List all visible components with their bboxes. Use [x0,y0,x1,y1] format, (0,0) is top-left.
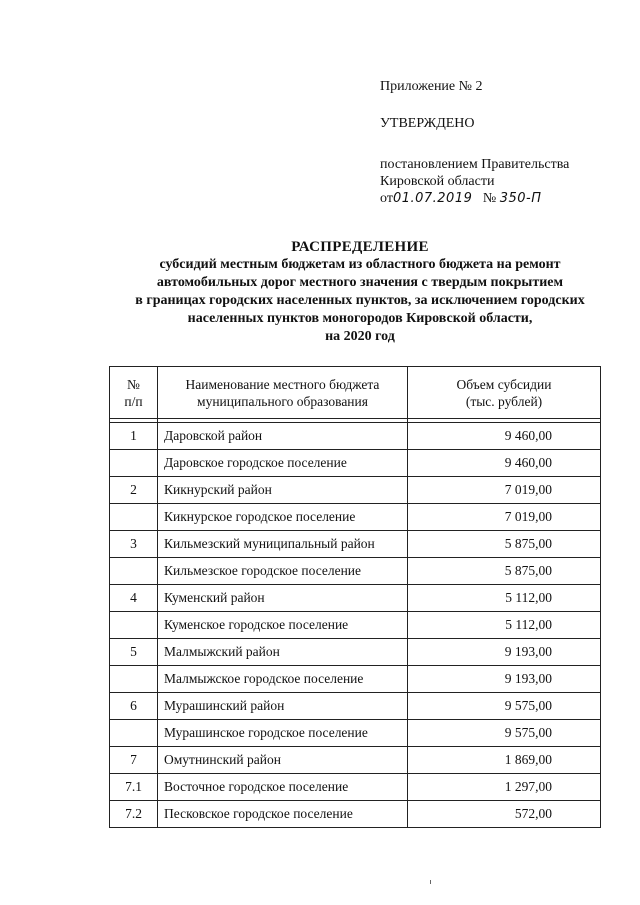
row-num: 7.2 [110,801,158,828]
table-body [110,423,601,828]
decree-number: 350-П [499,191,542,206]
row-name: Кильмезское городское поселение [158,558,408,585]
row-amount: 7 019,00 [408,504,601,531]
row-num: 2 [110,477,158,504]
table-row [110,477,601,504]
appendix-label: Приложение № 2 [380,79,483,94]
row-amount: 9 193,00 [408,666,601,693]
row-name: Песковское городское поселение [158,801,408,828]
row-amount: 1 869,00 [408,747,601,774]
row-name: Куменское городское поселение [158,612,408,639]
date-prefix: от [380,191,393,206]
document-title [110,238,610,346]
row-amount: 5 112,00 [408,612,601,639]
title-line-2: автомобильных дорог местного значения с твердым покрытием [156,275,564,290]
header-amount-line-2: (тыс. рублей) [465,393,543,409]
row-num [110,612,158,639]
row-name: Омутнинский район [158,747,408,774]
title-line-1: субсидий местным бюджетам из областного бюджета на ремонт [159,257,561,272]
row-name: Даровской район [158,423,408,450]
row-amount: 9 460,00 [408,423,601,450]
table-row [110,639,601,666]
row-amount: 5 875,00 [408,531,601,558]
spacer [380,132,569,156]
row-num: 3 [110,531,158,558]
table-row [110,504,601,531]
row-num [110,666,158,693]
table-row [110,585,601,612]
spacer [380,95,569,115]
table-header-row [110,367,601,419]
row-name: Малмыжский район [158,639,408,666]
table-row [110,612,601,639]
title-line-5: на 2020 год [325,329,395,344]
table-row [110,531,601,558]
header-amount [408,367,601,419]
row-num [110,450,158,477]
subsidy-table [109,366,601,828]
decree-date-line [380,190,569,207]
header-name [158,367,408,419]
row-name: Кикнурское городское поселение [158,504,408,531]
row-amount: 7 019,00 [408,477,601,504]
row-name: Кикнурский район [158,477,408,504]
row-amount: 1 297,00 [408,774,601,801]
row-num: 6 [110,693,158,720]
row-num: 5 [110,639,158,666]
row-name: Малмыжское городское поселение [158,666,408,693]
row-amount: 9 575,00 [408,693,601,720]
row-amount: 9 460,00 [408,450,601,477]
table-row [110,423,601,450]
table-row [110,801,601,828]
header-amount-line-1: Объем субсидии [456,376,552,392]
header-num [110,367,158,419]
row-num [110,504,158,531]
table-row [110,558,601,585]
row-amount: 572,00 [408,801,601,828]
header-num-line-2: п/п [124,393,143,409]
approval-block [380,78,569,207]
row-name: Даровское городское поселение [158,450,408,477]
row-num: 7.1 [110,774,158,801]
approved-label: УТВЕРЖДЕНО [380,116,475,131]
row-name: Мурашинское городское поселение [158,720,408,747]
row-num: 4 [110,585,158,612]
header-num-line-1: № [127,376,140,392]
row-name: Восточное городское поселение [158,774,408,801]
row-amount: 9 193,00 [408,639,601,666]
title-line-4: населенных пунктов моногородов Кировской области, [187,311,533,326]
decree-line-2: Кировской области [380,174,495,189]
title-line-3: в границах городских населенных пунктов, за исключением городских [135,293,585,308]
row-amount: 5 875,00 [408,558,601,585]
table-row [110,720,601,747]
row-amount: 5 112,00 [408,585,601,612]
row-name: Мурашинский район [158,693,408,720]
scan-mark [430,880,431,884]
table-row [110,666,601,693]
table-row [110,747,601,774]
row-name: Куменский район [158,585,408,612]
title-heading: РАСПРЕДЕЛЕНИЕ [291,239,429,255]
decree-date: 01.07.2019 [392,191,473,206]
row-amount: 9 575,00 [408,720,601,747]
table-row [110,693,601,720]
header-name-line-1: Наименование местного бюджета [185,376,380,392]
header-name-line-2: муниципального образования [197,393,368,409]
table-row [110,450,601,477]
row-name: Кильмезский муниципальный район [158,531,408,558]
row-num: 7 [110,747,158,774]
row-num [110,720,158,747]
decree-line-1: постановлением Правительства [380,157,570,172]
table-row [110,774,601,801]
row-num: 1 [110,423,158,450]
row-num [110,558,158,585]
number-prefix: № [482,191,497,206]
